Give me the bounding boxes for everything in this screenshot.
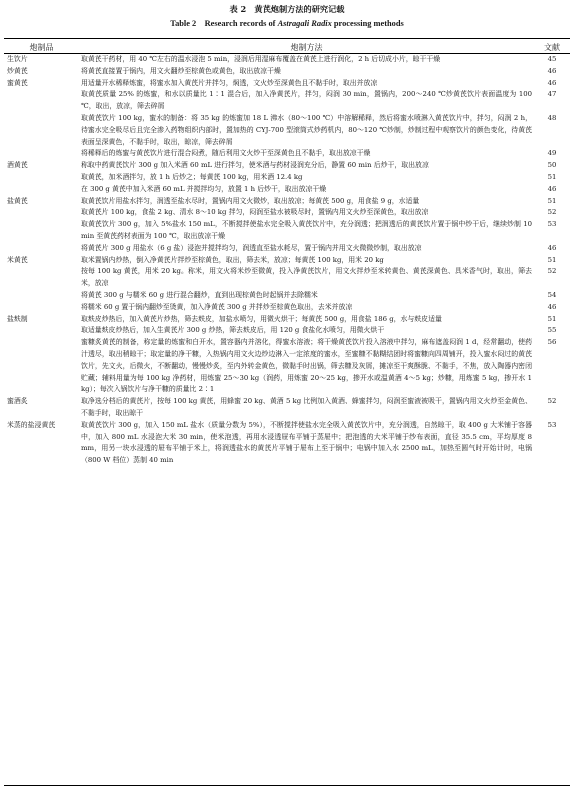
table-row bbox=[4, 396, 570, 420]
table-row bbox=[4, 184, 570, 196]
title-en-prefix: Table 2 Research records of bbox=[170, 19, 278, 28]
row-reference: 51 bbox=[547, 172, 557, 181]
bottom-rule bbox=[4, 785, 570, 786]
table-row bbox=[4, 325, 570, 337]
row-method-text: 称取中药黄芪饮片 300 g 加入米酒 60 mL 进行拌匀，使米酒与药材浸润充分后，静置 60 min 后炒干，取出放凉 bbox=[81, 161, 429, 170]
row-reference: 47 bbox=[547, 90, 557, 99]
row-product-name bbox=[4, 266, 79, 290]
row-method-text: 取黄芪，加米酒拌匀，放 1 h 后炒之；每黄芪 100 kg，用米酒 12.4 kg bbox=[81, 172, 303, 181]
table-row bbox=[4, 420, 570, 467]
row-product-name: 炒黄芪 bbox=[7, 66, 28, 75]
row-method-text: 取黄芪饮片 300 g，加入 5%盐水 150 mL，不断搅拌使盐水完全吸入黄芪饮片中，充分润透；把润透后的黄芪饮片置于锅中炒干后，继续炒制 10 min 至黄芪药材表面为 100 ℃，取出放凉干燥 bbox=[81, 220, 532, 240]
table-row bbox=[4, 219, 570, 243]
title-en-italic: Astragali Radix bbox=[277, 19, 332, 28]
row-product-name: 盐麸制 bbox=[7, 314, 28, 323]
row-reference: 45 bbox=[547, 55, 557, 63]
row-reference: 51 bbox=[547, 196, 557, 205]
processing-methods-table bbox=[4, 41, 570, 467]
row-method-text: 取黄芪干药材，用 40 ℃左右的温水浸泡 5 min，浸润后用湿麻布覆盖在黄芪上进行润化，2 h 后切成小片，晾干干燥 bbox=[81, 55, 441, 63]
row-method-text: 用适量开水稀释炼蜜，将蜜水加入黄芪片并拌匀，焖透，文火炒至深黄色且不黏手时，取出并放凉 bbox=[81, 78, 378, 87]
row-reference: 48 bbox=[547, 113, 557, 122]
row-reference: 49 bbox=[547, 149, 557, 158]
row-product-name: 米蒸的盐浸黄芪 bbox=[7, 420, 56, 429]
table-row bbox=[4, 243, 570, 255]
table-row bbox=[4, 113, 570, 148]
row-method-text: 取麸皮炒热后，加入黄芪片炒热，筛去麸皮，加盐水喷匀，用微火烘干；每黄芪 500 g，用食盐 186 g，水与麸皮适量 bbox=[81, 314, 442, 323]
row-method-text: 将稀释后的炼蜜与黄芪饮片进行混合闷煮，随后利用文火炒干至深黄色且不黏手，取出放凉干燥 bbox=[81, 149, 371, 158]
row-reference: 46 bbox=[547, 184, 557, 193]
row-reference: 46 bbox=[547, 302, 557, 311]
row-reference: 46 bbox=[547, 78, 557, 87]
row-product-name bbox=[4, 302, 79, 314]
row-reference: 50 bbox=[547, 161, 557, 170]
row-method-text: 将黄芪片 300 g 用盐水（6 g 盐）浸泡并搅拌均匀，润透直至盐水耗尽，置于锅内并用文火微微炒制，取出放凉 bbox=[81, 243, 422, 252]
row-reference: 53 bbox=[547, 420, 557, 429]
table-row bbox=[4, 314, 570, 326]
row-product-name: 蜜酒炙 bbox=[7, 397, 28, 406]
row-reference: 46 bbox=[547, 243, 557, 252]
row-reference: 46 bbox=[547, 66, 557, 75]
row-reference: 51 bbox=[547, 255, 557, 264]
row-product-name: 米黄芪 bbox=[7, 255, 28, 264]
row-reference: 51 bbox=[547, 314, 557, 323]
row-product-name bbox=[4, 290, 79, 302]
row-method-text: 蜜糠炙黄芪的制备，称定量的炼蜜和白开水，置容器内并溶化，得蜜水溶液；将干燥黄芪饮片投入溶液中拌匀，麻布遮盖闷润 1 d，经常翻动，使药汁透尽，取出稍晾干；取定量的净干糠，入热锅内用文火边炒边淋入一定浓度的蜜水，至蜜糠不黏糊结团时将蜜糠向四周铺开，投入蜜水闷过的黄芪饮片，先文火，后微火，不断翻动，慢慢炒炙，至内外转金黄色，微黏手时出锅，筛去糠及灰屑，摊凉至干爽酥脆、不黏手，不焦，放入陶器内密闭贮藏；辅料用量为每 100 kg 净药材，用炼蜜 25～30 kg（润药，用炼蜜 20～25 kg，掺开水或温黄酒 4～5 kg；炒糠，用炼蜜 5 kg，掺开水 1 kg）；每次入锅饮片与净干糠的质量比 2∶1 bbox=[81, 338, 532, 394]
row-reference: 52 bbox=[547, 208, 557, 217]
row-method-text: 取黄芪质量 25% 的炼蜜，和水以质量比 1∶1 混合后，加入净黄芪片，拌匀，闷润 30 min，置锅内，200～240 ℃炒黄芪饮片表面温度为 100 ℃，取出，放凉，筛去碎屑 bbox=[81, 90, 532, 111]
header-processing-method: 炮制方法 bbox=[79, 41, 534, 54]
row-product-name bbox=[4, 207, 79, 219]
row-method-text: 按每 100 kg 黄芪，用米 20 kg。称米，用文火将米炒至微黄，投入净黄芪饮片，用文火拌炒至米转黄色、黄芪深黄色、具米香气时，取出，筛去米，放凉 bbox=[81, 267, 532, 288]
row-product-name bbox=[4, 148, 79, 160]
row-reference: 53 bbox=[547, 220, 557, 229]
row-reference: 55 bbox=[547, 326, 557, 335]
row-reference: 52 bbox=[547, 397, 557, 406]
table-row bbox=[4, 290, 570, 302]
table-row bbox=[4, 148, 570, 160]
row-product-name bbox=[4, 243, 79, 255]
row-reference: 56 bbox=[547, 338, 557, 347]
row-product-name bbox=[4, 113, 79, 148]
row-product-name: 生饮片 bbox=[7, 55, 28, 63]
row-product-name bbox=[4, 337, 79, 396]
table-row bbox=[4, 255, 570, 267]
header-reference: 文献 bbox=[534, 41, 570, 54]
row-method-text: 在 300 g 黄芪中加入米酒 60 mL 并搅拌均匀，放置 1 h 后炒干，取出放凉干燥 bbox=[81, 184, 327, 193]
table-row bbox=[4, 160, 570, 172]
table-row bbox=[4, 66, 570, 78]
table-row bbox=[4, 207, 570, 219]
table-title-en bbox=[0, 17, 574, 29]
table-row bbox=[4, 196, 570, 208]
header-row bbox=[4, 41, 570, 54]
table-row bbox=[4, 337, 570, 396]
row-method-text: 取适量麸皮炒热后，加入生黄芪片 300 g 炒热，筛去麸皮后，用 120 g 食盐化水喷匀，用微火烘干 bbox=[81, 326, 385, 335]
row-method-text: 将糯米 60 g 置于锅内翻炒至烫黄，加入净黄芪 300 g 并拌炒至棕黄色取出，去米并放凉 bbox=[81, 302, 353, 311]
row-method-text: 取米置锅内炒热，倒入净黄芪片拌炒至棕黄色，取出，筛去米，放凉；每黄芪 100 kg，用米 20 kg bbox=[81, 255, 384, 264]
table-row bbox=[4, 172, 570, 184]
table-row bbox=[4, 78, 570, 90]
row-product-name bbox=[4, 219, 79, 243]
row-product-name bbox=[4, 184, 79, 196]
row-reference: 54 bbox=[547, 290, 557, 299]
table-row bbox=[4, 89, 570, 113]
row-method-text: 取净选分档后的黄芪片，按每 100 kg 黄芪，用蜂蜜 20 kg、黄酒 5 kg 比例加入黄酒、蜂蜜拌匀，闷润至蜜液被吸干，置锅内用文火炒至金黄色、不黏手时，取出晾干 bbox=[81, 397, 532, 417]
table-row bbox=[4, 302, 570, 314]
row-method-text: 将黄芪直接置于锅内，用文火翻炒至棕黄色或黄色，取出放凉干燥 bbox=[81, 66, 281, 75]
table-body bbox=[4, 54, 570, 467]
row-reference: 52 bbox=[547, 267, 557, 276]
table-title-cn: 表 2 黄芪炮制方法的研究记载 bbox=[229, 4, 345, 14]
row-product-name: 盐黄芪 bbox=[7, 196, 28, 205]
row-product-name: 酒黄芪 bbox=[7, 161, 28, 170]
table-row bbox=[4, 266, 570, 290]
row-product-name: 蜜黄芪 bbox=[7, 78, 28, 87]
row-method-text: 取黄芪片 100 kg，食盐 2 kg、清水 8～10 kg 拌匀，闷润至盐水被吸尽时，置锅内用文火炒至深黄色，取出放凉 bbox=[81, 208, 429, 217]
row-method-text: 取黄芪饮片 300 g，加入 150 mL 盐水（质量分数为 5%），不断搅拌使盐水完全吸入黄芪饮片中，充分润透，自然晾干，取 400 g 大米铺于容器中，加入 800 mL 水浸泡大米 30 min，使米泡透，再用水浸透屉布平铺于蒸屉中；把泡透的大米平铺于纱布表面，直径 35.5 cm，平均厚度 8 mm，用另一块水浸透的屉布平铺于米上，将润透盐水的黄芪片平铺于屉布上至于锅中；电锅中加入水 2500 mL，加热至圆气时开始计时，电锅（800 W 档位）蒸制 40 min bbox=[81, 420, 532, 465]
row-product-name bbox=[4, 325, 79, 337]
row-product-name bbox=[4, 89, 79, 113]
row-method-text: 取黄芪饮片 100 kg，蜜水的制备：将 35 kg 的炼蜜加 18 L 沸水（80～100 ℃）中溶解稀释，然后将蜜水喷淋入黄芪饮片中，拌匀，闷润 2 h，待蜜水完全吸尽后且完全渗入药物组织内部时，置加热的 CYJ-700 型滚筒式炒药机内，80～120 ℃炒制，炒制过程中观察饮片的颜色变化，待黄芪表面呈深黄色，不黏手时，取出，晾凉，筛去碎屑 bbox=[81, 113, 532, 146]
top-rule bbox=[4, 38, 570, 39]
row-method-text: 取黄芪饮片用盐水拌匀，润透至盐水尽时，置锅内用文火微炒，取出放凉；每黄芪 500 g，用食盐 9 g，水适量 bbox=[81, 196, 420, 205]
table-row bbox=[4, 54, 570, 66]
row-product-name bbox=[4, 172, 79, 184]
header-processed-product: 炮制品 bbox=[4, 41, 79, 54]
title-en-suffix: processing methods bbox=[331, 19, 404, 28]
row-method-text: 将黄芪 300 g 与糯米 60 g 进行混合翻炒，直到出现棕黄色时起锅并去除糯米 bbox=[81, 290, 318, 299]
